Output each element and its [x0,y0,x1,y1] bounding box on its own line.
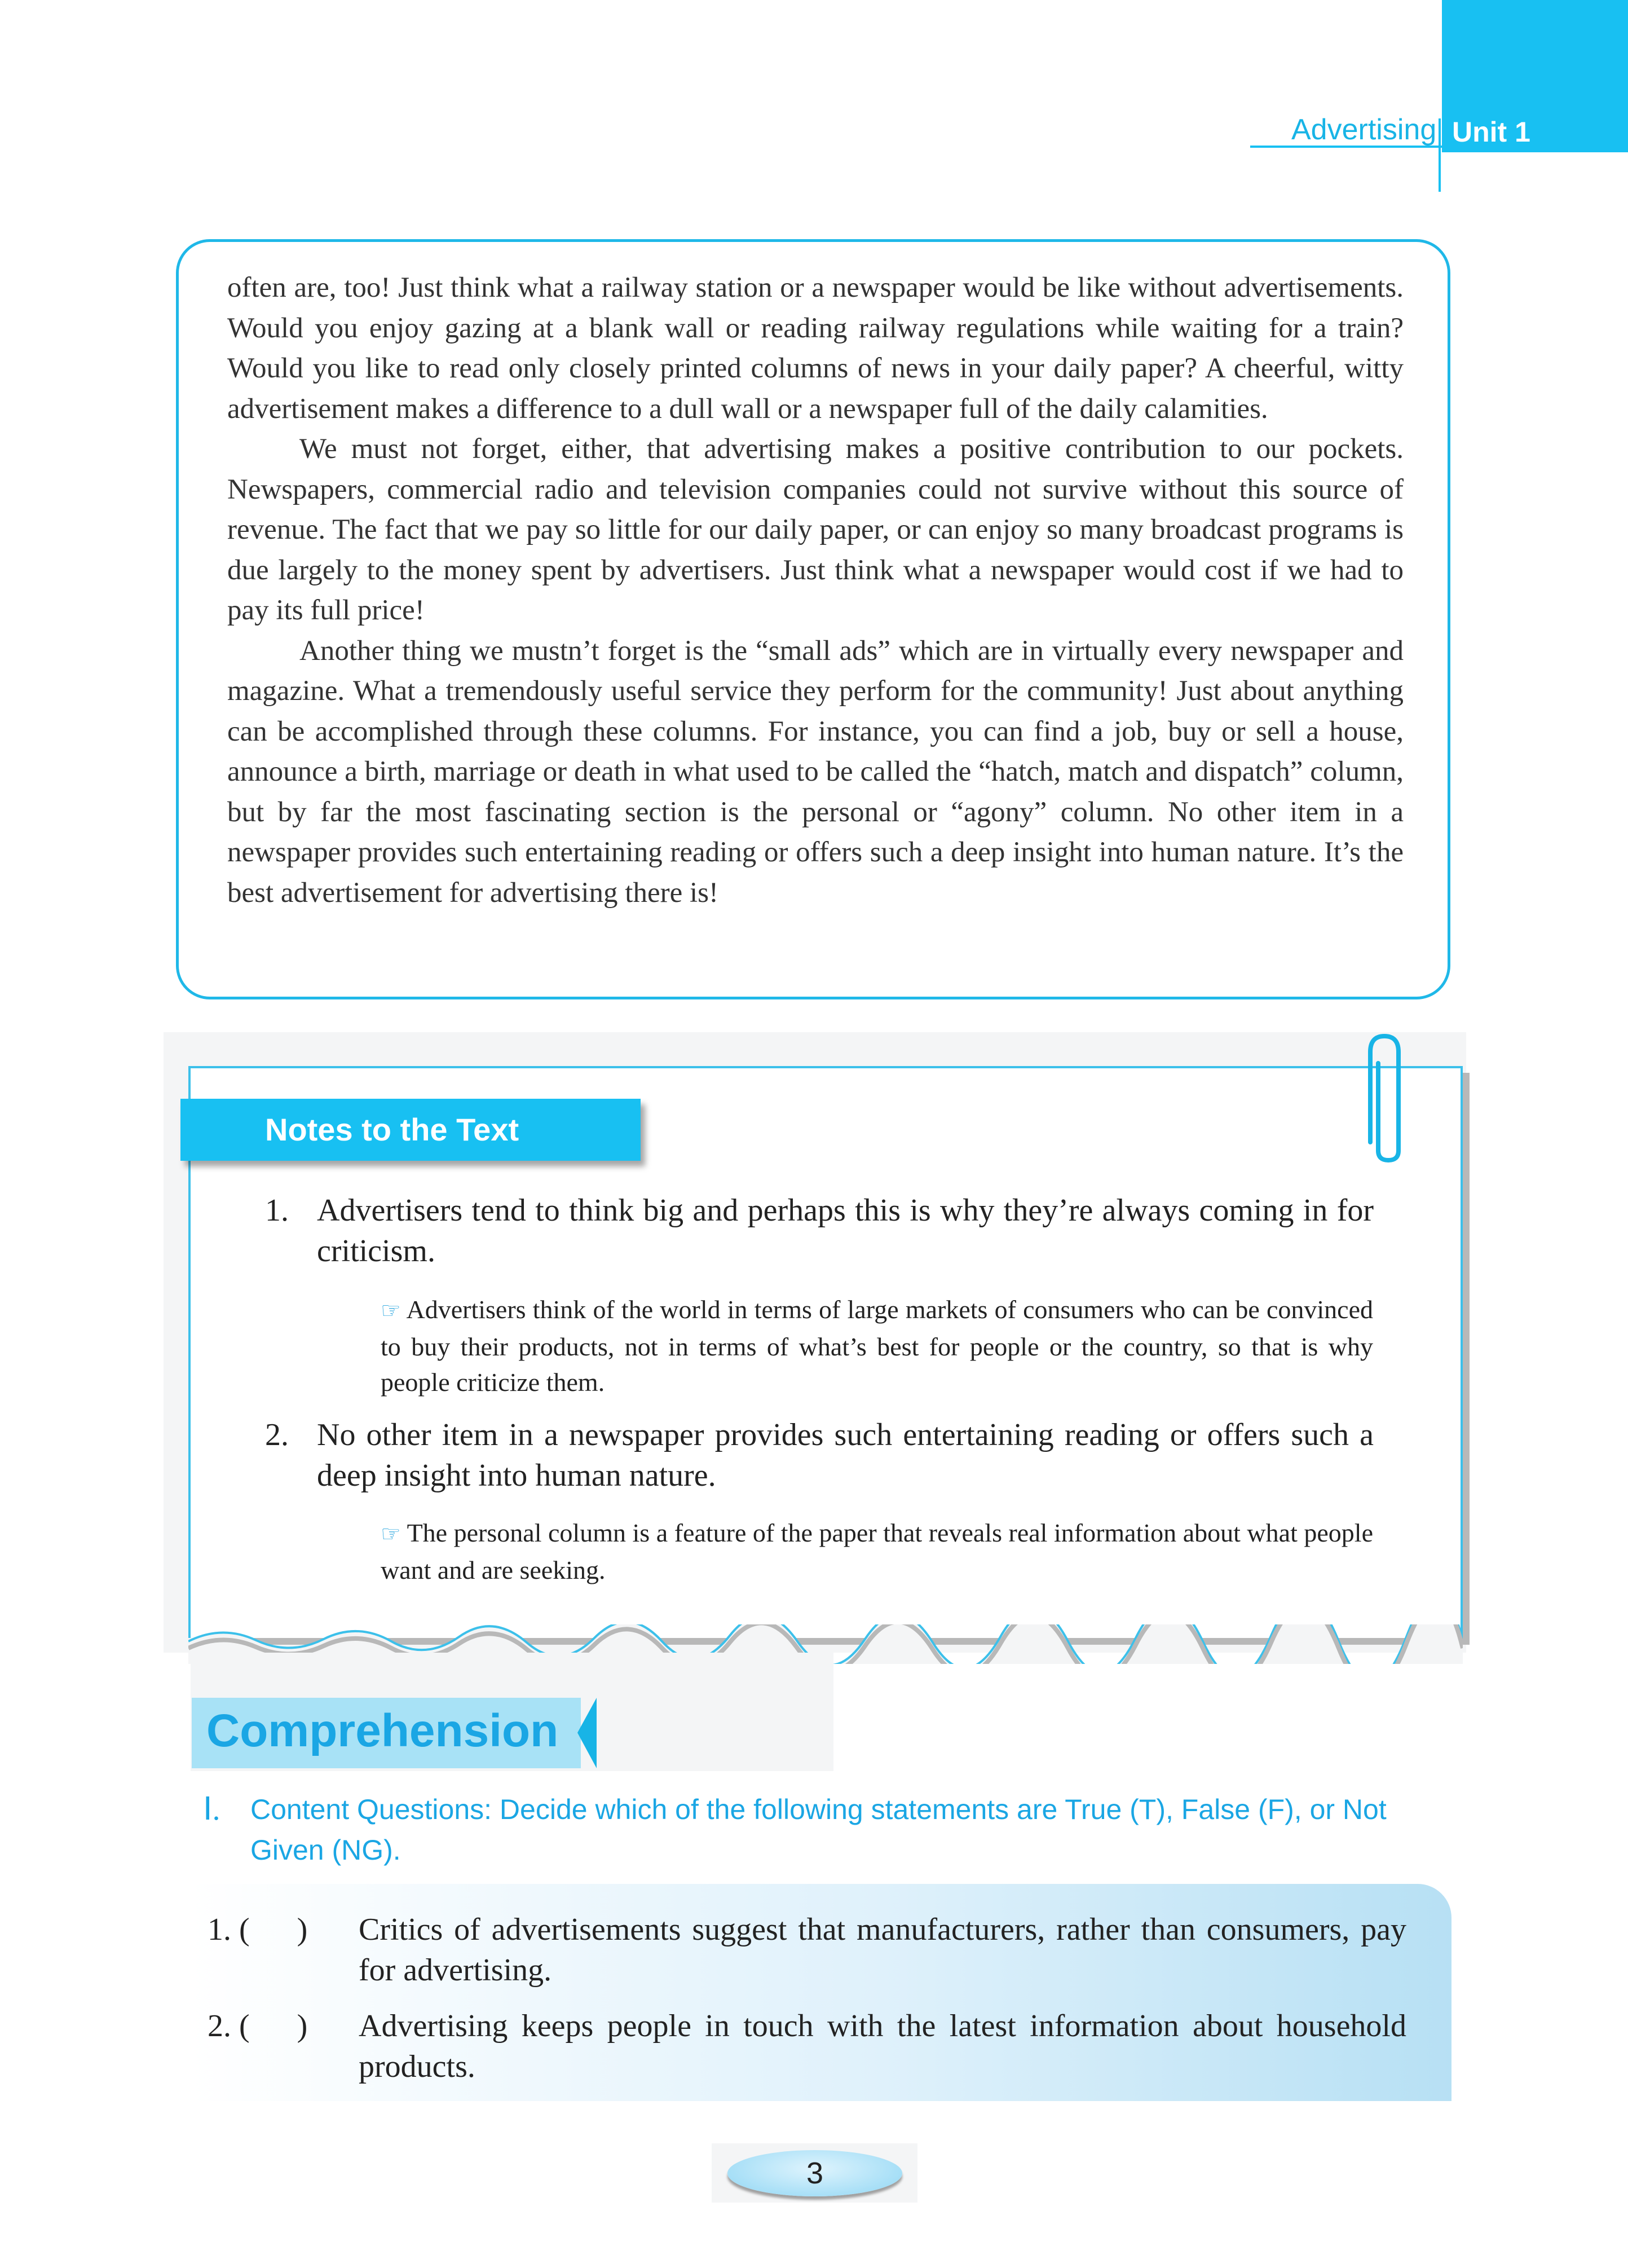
running-header-unit: Unit 1 [1452,116,1530,148]
notes-title-banner [180,1099,641,1161]
answer-blank[interactable]: 2. ( ) [208,2009,308,2044]
note-explanation [381,1292,1373,1400]
answer-blank[interactable]: 1. ( ) [208,1912,308,1947]
running-header-section: Advertising [1291,113,1437,146]
true-false-item [208,1909,1406,1990]
pointing-hand-icon: ☞ [381,1521,401,1547]
note-explanation-text: The personal column is a feature of the paper that reveals real information about what people want and are seeking. [381,1518,1374,1584]
true-false-item [208,2006,1406,2087]
passage-paragraph: Another thing we mustn’t forget is the “small ads” which are in virtually every newspaper and magazine. What a tremendously useful service they perform for the community! Just about anything can be accomplished through these columns. For instance, you can find a job, buy or sell a house, announce a birth, marriage or death in what used to be called the “hatch, match and dispatch” column, but by far the most fascinating section is the personal or “agony” column. No other item in a newspaper provides such entertaining reading or offers such a deep insight into human nature. It’s the best advertisement for advertising there is! [227,635,1404,909]
note-number: 2. [265,1417,289,1452]
note-quote-text: Advertisers tend to think big and perhaps this is why they’re always coming in for criticism. [317,1193,1374,1269]
note-quote-text: No other item in a newspaper provides such entertaining reading or offers such a deep insight into human nature. [317,1417,1374,1493]
note-quote [265,1415,1374,1496]
passage-paragraph: often are, too! Just think what a railway station or a newspaper would be like without advertisements. Would you enjoy gazing at a blank wall or reading railway regulations while waiting for a train? Would you like to read only closely printed columns of news in your daily paper? A cheerful, witty advertisement makes a difference to a dull wall or a newspaper full of the daily calamities. [227,272,1404,425]
note-number: 1. [265,1193,289,1228]
header-divider [1439,118,1441,192]
note-explanation [381,1515,1373,1588]
passage-paragraph: We must not forget, either, that advertising makes a positive contribution to our pockets. Newspapers, commercial radio and television companies could not survive without this source of revenue. The fact that we pay so little for our daily paper, or can enjoy so many broadcast programs is due largely to the money spent by advertisers. Just think what a newspaper would cost if we had to pay its full price! [227,433,1404,626]
note-quote [265,1190,1374,1271]
exercise-instruction [203,1789,1444,1870]
statement-text: Advertising keeps people in touch with the latest information about household products. [359,2009,1406,2084]
chevron-left-icon [574,1698,597,1768]
comprehension-heading-banner [192,1698,581,1768]
note-explanation-text: Advertisers think of the world in terms of large markets of consumers who can be convinced to buy their products, not in terms of what’s best for people or the country, so that is why people criticize them. [381,1295,1374,1397]
page-number-badge [727,2150,902,2196]
reading-passage-box [176,239,1450,999]
page-number: 3 [806,2156,824,2190]
paperclip-icon [1353,1029,1410,1165]
statement-text: Critics of advertisements suggest that manufacturers, rather than consumers, pay for advertising. [359,1912,1406,1988]
notes-title: Notes to the Text [265,1112,519,1147]
comprehension-heading: Comprehension [206,1705,559,1756]
exercise-number: Ⅰ. [203,1792,220,1827]
pointing-hand-icon: ☞ [381,1298,401,1324]
exercise-instruction-text: Content Questions: Decide which of the following statements are True (T), False (F), or Not Given (NG). [250,1794,1387,1866]
